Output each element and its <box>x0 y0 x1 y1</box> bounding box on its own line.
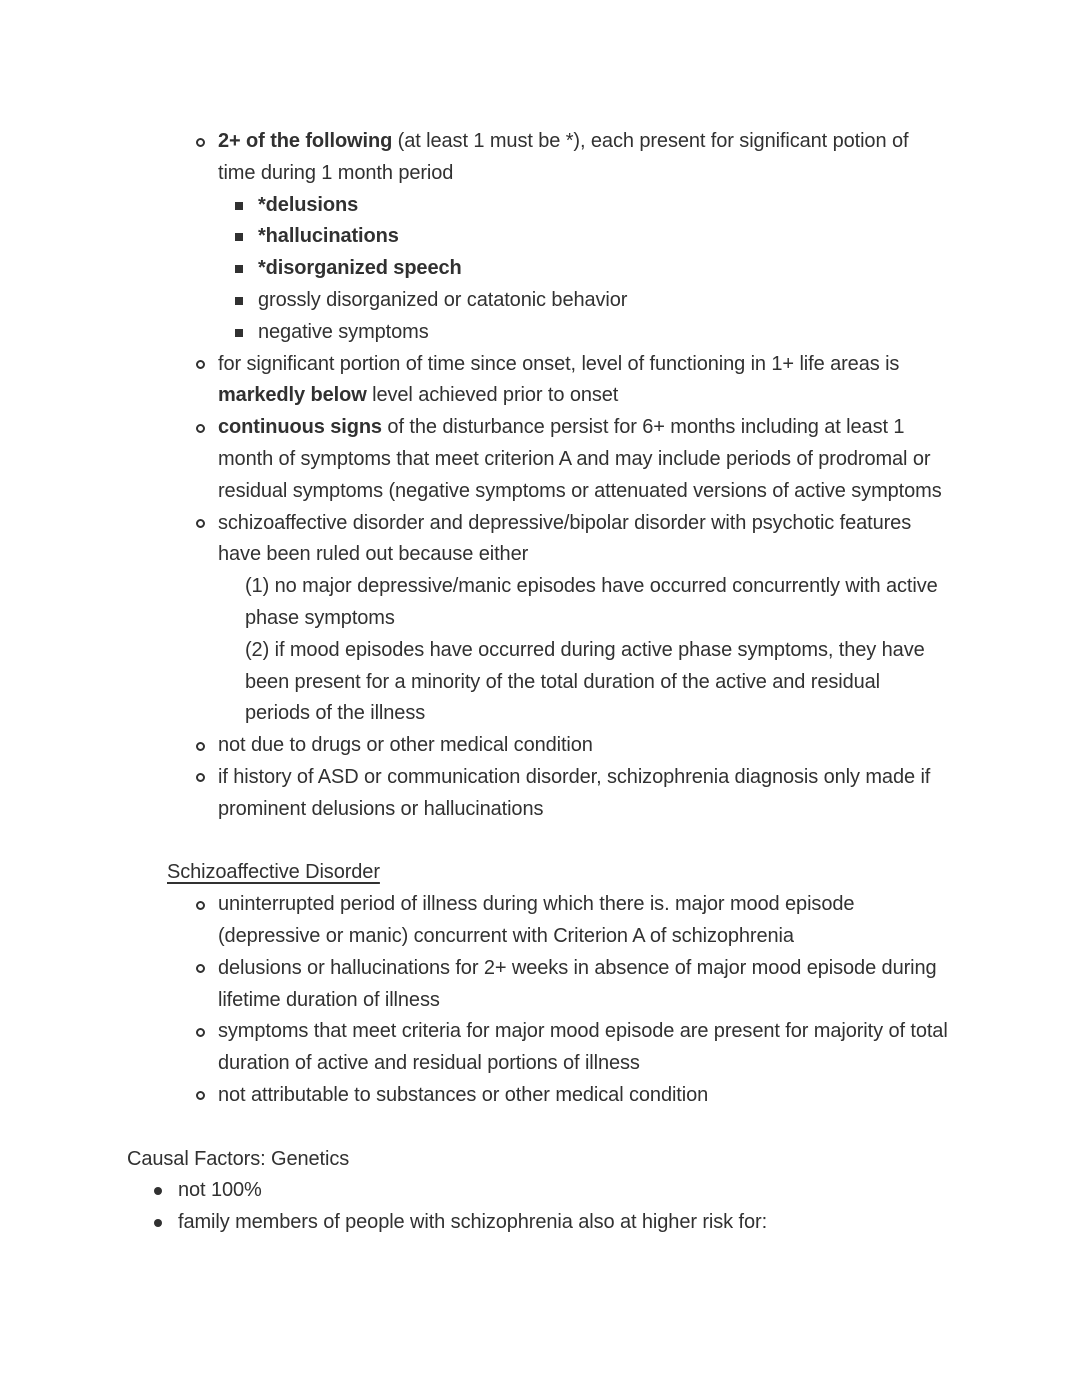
text-segment: symptoms that meet criteria for major mood episode are present for majority of total duration of active and residual portions of illness <box>218 1020 948 1075</box>
bullet-circle-icon <box>196 519 205 528</box>
text-run <box>218 416 942 502</box>
text-run <box>218 1084 708 1106</box>
text-run <box>258 321 429 343</box>
text-run <box>245 639 925 725</box>
bullet-circle-icon <box>196 1091 205 1100</box>
list-item <box>258 253 950 285</box>
text-segment: for significant portion of time since onset, level of functioning in 1+ life areas is <box>218 352 900 375</box>
list-item <box>218 412 950 507</box>
text-segment: uninterrupted period of illness during which there is. major mood episode (depressive or manic) concurrent with Criterion A of schizophrenia <box>218 893 855 947</box>
text-segment: of the disturbance persist for 6+ months including at least 1 month of symptoms that meet criterion A and may include periods of prodromal or residual symptoms (negative symptoms or attenuated versions of active symptoms <box>218 416 942 502</box>
bullet-circle-icon <box>196 901 205 910</box>
list-item <box>218 1016 950 1080</box>
text-segment: markedly below <box>218 384 367 407</box>
spacer <box>0 1112 950 1144</box>
text-run <box>218 130 908 184</box>
paragraph <box>245 635 950 730</box>
text-segment: not attributable to substances or other medical condition <box>218 1083 709 1106</box>
text-run <box>218 766 930 820</box>
list-item <box>258 317 950 349</box>
text-run <box>218 734 593 756</box>
bullet-circle-icon <box>196 964 205 973</box>
bullet-square-icon <box>235 202 243 210</box>
notes-content <box>0 126 950 1239</box>
text-run <box>258 194 358 216</box>
bullet-disc-icon <box>154 1219 162 1227</box>
text-segment: Causal Factors: Genetics <box>127 1147 350 1170</box>
list-item <box>258 221 950 253</box>
text-segment: *hallucinations <box>258 225 399 248</box>
list-item <box>218 126 950 190</box>
text-segment: if history of ASD or communication disorder, schizophrenia diagnosis only made if prominent delusions or hallucinations <box>218 765 931 820</box>
text-segment: family members of people with schizophrenia also at higher risk for: <box>178 1211 768 1234</box>
bullet-circle-icon <box>196 742 205 751</box>
list-item <box>218 508 950 572</box>
text-run <box>178 1179 262 1201</box>
bullet-circle-icon <box>196 773 205 782</box>
bullet-circle-icon <box>196 138 205 147</box>
text-segment: delusions or hallucinations for 2+ weeks in absence of major mood episode during lifetime duration of illness <box>218 956 937 1011</box>
text-segment: *delusions <box>258 193 359 216</box>
text-run <box>178 1211 767 1233</box>
bullet-circle-icon <box>196 360 205 369</box>
paragraph <box>245 571 950 635</box>
text-run <box>167 861 380 883</box>
text-segment: 2+ of the following <box>218 130 393 152</box>
bullet-square-icon <box>235 233 243 241</box>
text-segment: *disorganized speech <box>258 257 462 280</box>
bullet-circle-icon <box>196 424 205 433</box>
list-item <box>218 730 950 762</box>
text-run <box>218 957 937 1011</box>
text-run <box>218 1020 948 1074</box>
paragraph <box>127 1144 950 1176</box>
list-item <box>218 1080 950 1112</box>
text-run <box>258 257 462 279</box>
text-segment: continuous signs <box>218 416 382 439</box>
text-segment: not 100% <box>178 1179 262 1202</box>
text-segment: schizoaffective disorder and depressive/bipolar disorder with psychotic features have been ruled out because either <box>218 511 912 566</box>
text-run <box>258 289 627 311</box>
spacer <box>0 826 950 858</box>
text-run <box>218 353 899 407</box>
bullet-square-icon <box>235 297 243 305</box>
text-run <box>218 512 911 566</box>
list-item <box>218 349 950 413</box>
list-item <box>178 1175 950 1207</box>
bullet-square-icon <box>235 329 243 337</box>
bullet-square-icon <box>235 265 243 273</box>
text-run <box>245 575 938 629</box>
text-run <box>258 225 399 247</box>
text-run <box>127 1148 349 1170</box>
text-run <box>218 893 854 947</box>
bullet-disc-icon <box>154 1187 162 1195</box>
list-item <box>178 1207 950 1239</box>
list-item <box>258 190 950 222</box>
text-segment: (at least 1 must be *), each present for significant potion of time during 1 month period <box>218 130 909 184</box>
section-heading <box>167 857 950 889</box>
list-item <box>258 285 950 317</box>
text-segment: level achieved prior to onset <box>366 384 619 407</box>
bullet-circle-icon <box>196 1028 205 1037</box>
text-segment: Schizoaffective Disorder <box>167 861 380 884</box>
text-segment: grossly disorganized or catatonic behavior <box>258 288 628 311</box>
text-segment: not due to drugs or other medical condition <box>218 734 593 757</box>
list-item <box>218 889 950 953</box>
text-segment: (1) no major depressive/manic episodes have occurred concurrently with active phase symptoms <box>245 575 938 629</box>
list-item <box>218 762 950 826</box>
text-segment: negative symptoms <box>258 320 429 343</box>
text-segment: (2) if mood episodes have occurred during active phase symptoms, they have been present for a minority of the total duration of the active and residual periods of the illness <box>245 638 925 725</box>
list-item <box>218 953 950 1017</box>
